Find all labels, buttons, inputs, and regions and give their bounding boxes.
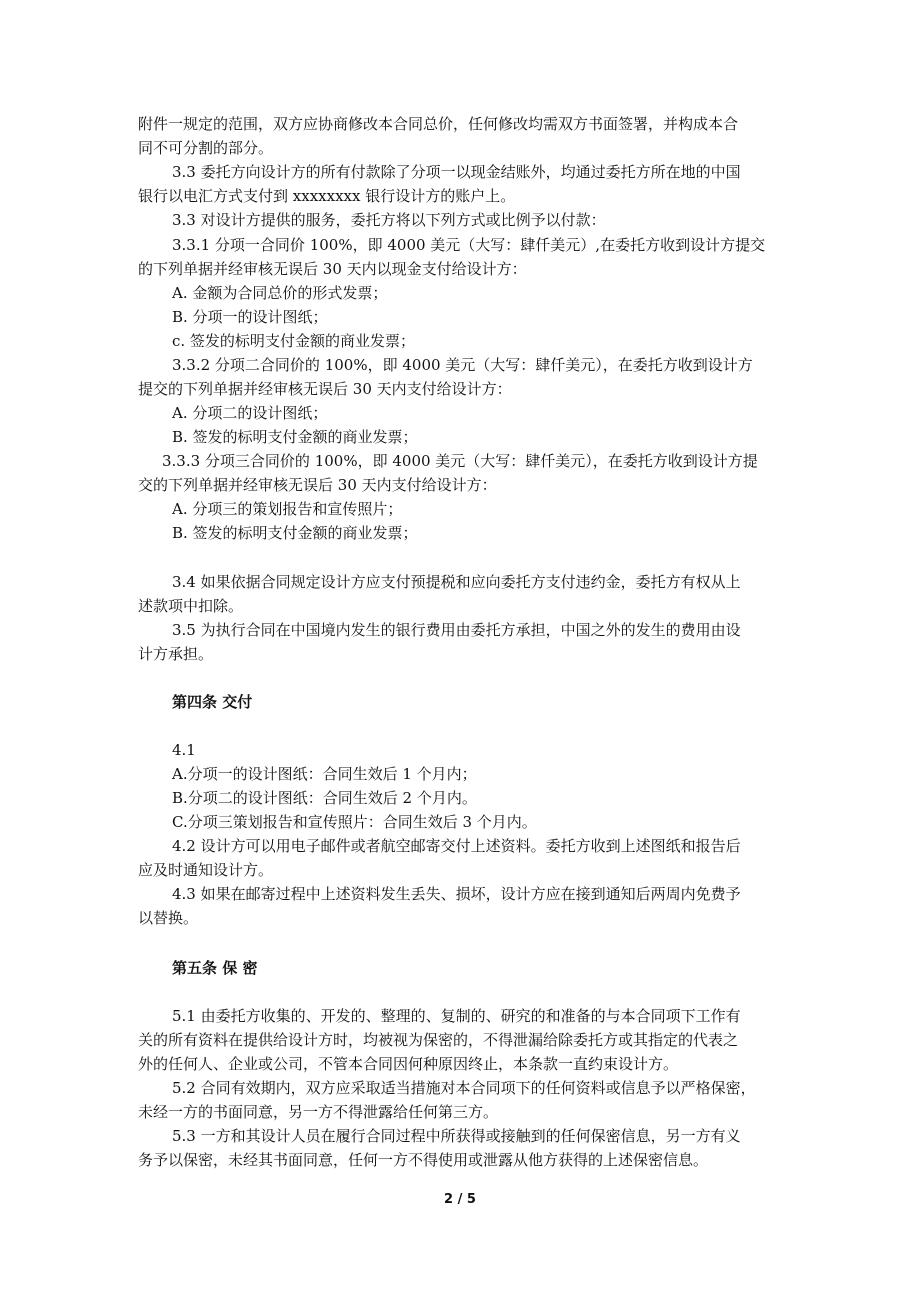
text-line: 3.3.3 分项三合同价的 100%，即 4000 美元（大写：肆仟美元），在委托方收到设计方提 [162,452,758,470]
text-line: 应及时通知设计方。 [138,861,274,879]
text-line: A. 分项三的策划报告和宣传照片； [172,500,403,518]
text-line: 4.2 设计方可以用电子邮件或者航空邮寄交付上述资料。委托方收到上述图纸和报告后 [172,837,741,855]
text-line: A. 金额为合同总价的形式发票； [172,284,388,302]
section-heading-delivery: 第四条 交付 [172,693,253,711]
text-line: B.分项二的设计图纸：合同生效后 2 个月内。 [172,789,477,807]
text-line: 银行以电汇方式支付到 xxxxxxxx 银行设计方的账户上。 [138,187,516,205]
text-line: 3.3 委托方向设计方的所有付款除了分项一以现金结账外，均通过委托方所在地的中国 [172,163,741,181]
text-line: c. 签发的标明支付金额的商业发票； [172,332,415,350]
text-line: 3.3.2 分项二合同价的 100%，即 4000 美元（大写：肆仟美元），在委托方收到设计方 [172,356,753,374]
text-line: 4.1 [172,741,196,759]
text-line: 计方承担。 [138,645,214,663]
text-line: 3.3.1 分项一合同价 100%，即 4000 美元（大写：肆仟美元）,在委托方收到设计方提交 [172,236,766,254]
text-line: 务予以保密，未经其书面同意，任何一方不得使用或泄露从他方获得的上述保密信息。 [138,1151,709,1169]
text-line: A. 分项二的设计图纸； [172,404,328,422]
text-line: 附件一规定的范围，双方应协商修改本合同总价，任何修改均需双方书面签署，并构成本合 [138,115,739,133]
text-line: A.分项一的设计图纸：合同生效后 1 个月内； [172,765,477,783]
text-line: 关的所有资料在提供给设计方时，均被视为保密的，不得泄漏给除委托方或其指定的代表之 [138,1031,739,1049]
text-line: 的下列单据并经审核无误后 30 天内以现金支付给设计方： [138,260,527,278]
text-line: B. 分项一的设计图纸； [172,308,328,326]
text-line: B. 签发的标明支付金额的商业发票； [172,428,418,446]
text-line: 外的任何人、企业或公司，不管本合同因何种原因终止，本条款一直约束设计方。 [138,1055,679,1073]
text-line: 4.3 如果在邮寄过程中上述资料发生丢失、损坏，设计方应在接到通知后两周内免费予 [172,885,741,903]
text-line: 同不可分割的部分。 [138,139,274,157]
text-line: 3.5 为执行合同在中国境内发生的银行费用由委托方承担，中国之外的发生的费用由设 [172,621,741,639]
text-line: 交的下列单据并经审核无误后 30 天内支付给设计方： [138,476,497,494]
text-line: 5.1 由委托方收集的、开发的、整理的、复制的、研究的和准备的与本合同项下工作有 [172,1007,741,1025]
text-line: 未经一方的书面同意，另一方不得泄露给任何第三方。 [138,1103,499,1121]
text-line: 3.3 对设计方提供的服务，委托方将以下列方式或比例予以付款： [172,211,606,229]
section-heading-confidentiality: 第五条 保 密 [172,959,258,977]
text-line: 5.3 一方和其设计人员在履行合同过程中所获得或接触到的任何保密信息，另一方有义 [172,1127,741,1145]
text-line: B. 签发的标明支付金额的商业发票； [172,524,418,542]
page-number: 2 / 5 [444,1192,476,1207]
text-line: 述款项中扣除。 [138,597,244,615]
text-line: 以替换。 [138,909,199,927]
text-line: 提交的下列单据并经审核无误后 30 天内支付给设计方： [138,380,512,398]
text-line: 5.2 合同有效期内，双方应采取适当措施对本合同项下的任何资料或信息予以严格保密， [172,1079,756,1097]
text-line: 3.4 如果依据合同规定设计方应支付预提税和应向委托方支付违约金，委托方有权从上 [172,573,741,591]
text-line: C.分项三策划报告和宣传照片：合同生效后 3 个月内。 [172,813,537,831]
